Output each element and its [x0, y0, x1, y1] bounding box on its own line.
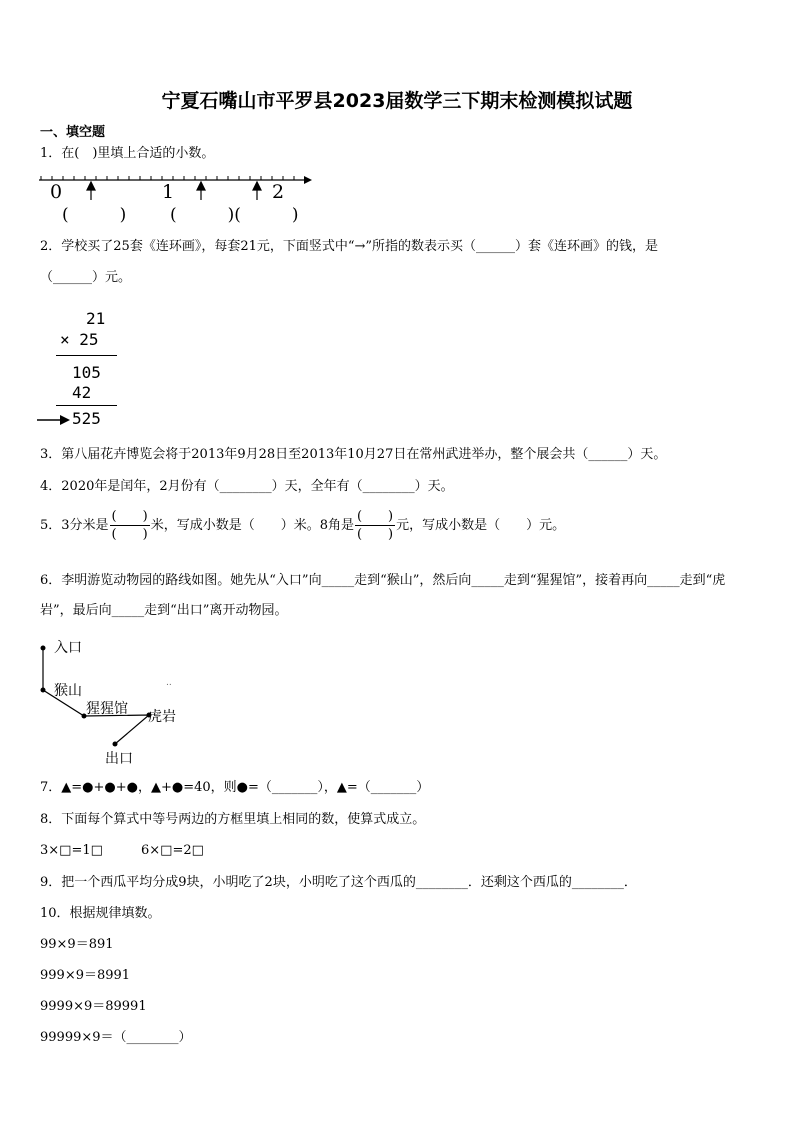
question-9: 9．把一个西瓜平均分成9块，小明吃了2块，小明吃了这个西瓜的________．还剩这个西瓜的________．	[40, 875, 637, 890]
q5-text-c: 元，写成小数是（ ）元。	[396, 518, 566, 533]
number-line-ticks	[41, 176, 294, 180]
fraction-blank	[110, 508, 150, 543]
pattern-line: 99×9＝891	[40, 937, 114, 952]
question-6-line1: 6．李明游览动物园的路线如图。她先从“入口”向_____走到“猴山”，然后向_____走到“猩猩馆”，接着再向_____走到“虎	[40, 573, 726, 588]
label-entrance: 入口	[54, 640, 82, 656]
label-tiger-rock: 虎岩	[148, 709, 176, 725]
question-8: 8．下面每个算式中等号两边的方框里填上相同的数，使算式成立。	[40, 812, 426, 827]
arrow-up-icon	[253, 182, 261, 190]
question-6-line2: 岩”，最后向_____走到“出口”离开动物园。	[40, 603, 288, 618]
fraction-denominator: ( )	[111, 527, 148, 542]
fraction-denominator: ( )	[356, 527, 394, 542]
arrow-up-icon	[197, 182, 205, 190]
fraction-numerator: ( )	[111, 509, 148, 524]
fraction-numerator: ( )	[356, 509, 394, 524]
question-10: 10．根据规律填数。	[40, 906, 161, 921]
section-heading: 一、填空题	[40, 125, 106, 140]
answer-blank: ( )	[62, 205, 127, 225]
q5-text-a: 5．3分米是	[40, 518, 109, 533]
arrow-right-icon	[36, 412, 72, 428]
map-mark: ..	[166, 678, 172, 688]
label-gorilla-house: 猩猩馆	[86, 701, 128, 717]
number-line-arrowhead	[304, 176, 312, 184]
page-title: 宁夏石嘴山市平罗县2023届数学三下期末检测模拟试题	[161, 90, 633, 112]
tick-label-0: 0	[50, 181, 63, 203]
tick-label-2: 2	[272, 181, 285, 203]
question-5	[40, 508, 565, 543]
label-exit: 出口	[105, 751, 133, 767]
calc-factor-2: × 25	[60, 330, 99, 349]
calc-result: 525	[72, 409, 101, 428]
equation-2: 6×□=2□	[141, 843, 204, 858]
pattern-line: 999×9＝8991	[40, 968, 131, 983]
arrow-up-icon	[87, 182, 95, 190]
calc-rule	[56, 355, 117, 356]
question-2-line2: （______）元。	[40, 270, 132, 285]
question-2-line1: 2．学校买了25套《连环画》，每套21元，下面竖式中“→”所指的数表示买（______）套《连环画》的钱，是	[40, 239, 659, 254]
pattern-line: 9999×9＝89991	[40, 999, 147, 1014]
calc-rule	[56, 405, 117, 406]
calc-factor-1: 21	[86, 309, 106, 328]
question-1: 1．在( )里填上合适的小数。	[40, 146, 215, 161]
pattern-line: 99999×9＝（________）	[40, 1030, 192, 1045]
exit-dot	[113, 742, 118, 747]
calc-partial-2: 42	[72, 383, 92, 402]
entrance-dot	[41, 646, 46, 651]
answer-blank: ( )( )	[170, 205, 299, 225]
number-line	[36, 170, 316, 230]
fraction-blank	[355, 508, 395, 543]
tick-label-1: 1	[162, 181, 175, 203]
question-3: 3．第八届花卉博览会将于2013年9月28日至2013年10月27日在常州武进举办，整个展会共（______）天。	[40, 447, 667, 462]
label-monkey-hill: 猴山	[54, 683, 82, 699]
question-7: 7．▲=●+●+●，▲+●=40，则●=（_______），▲=（_______）	[40, 780, 430, 795]
equation-1: 3×□=1□	[40, 843, 103, 858]
question-4: 4．2020年是闰年，2月份有（________）天，全年有（________）天。	[40, 479, 454, 494]
calc-partial-1: 105	[72, 363, 101, 382]
q5-text-b: 米，写成小数是（ ）米。8角是	[150, 518, 354, 533]
monkey-hill-dot	[41, 688, 46, 693]
